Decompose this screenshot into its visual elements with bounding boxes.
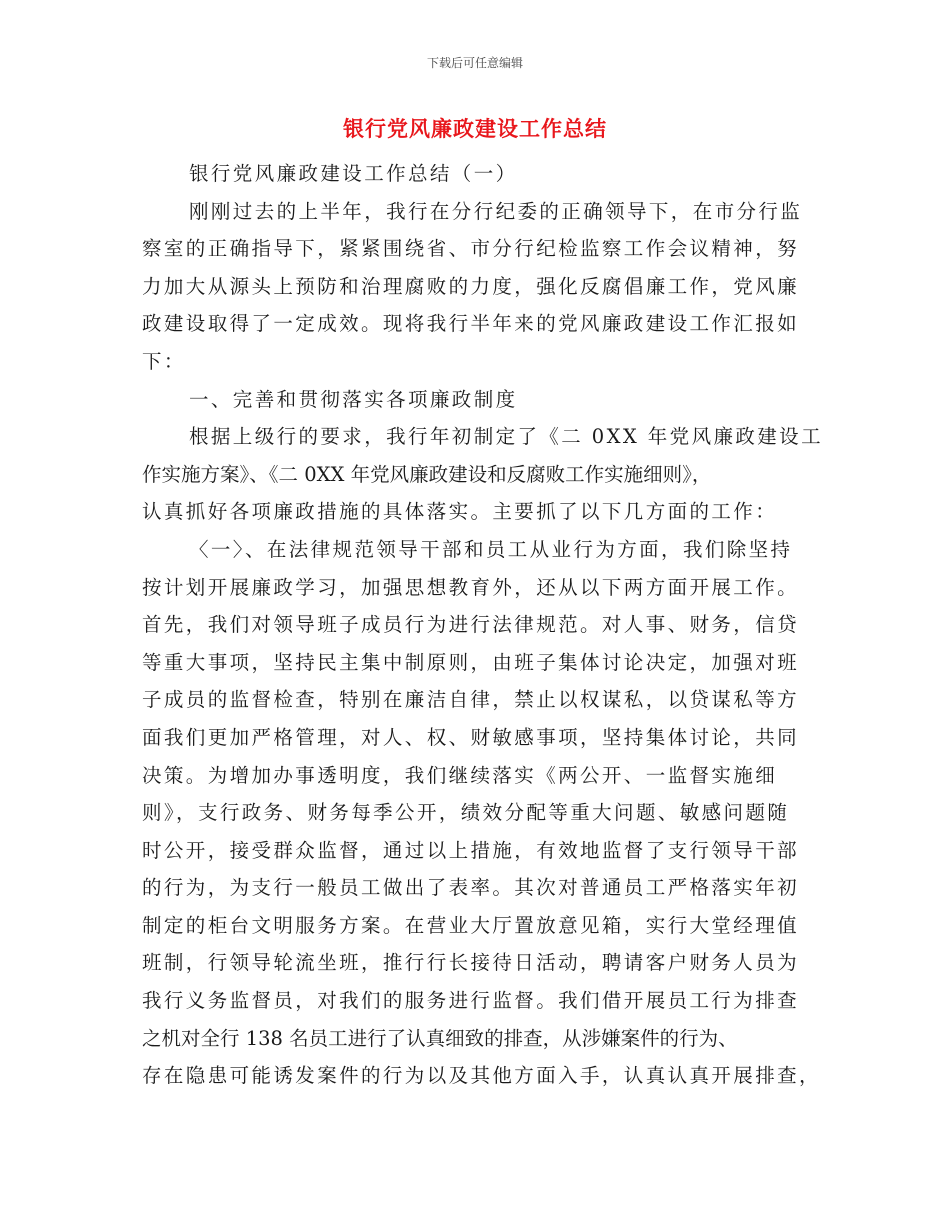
paragraph-line: 根据上级行的要求，我行年初制定了《二 0XX 年党风廉政建设工 <box>189 425 823 449</box>
paragraph-line: 则》，支行政务、财务每季公开，绩效分配等重大问题、敏感问题随 <box>142 801 790 825</box>
paragraph-line: 按计划开展廉政学习，加强思想教育外，还从以下两方面开展工作。 <box>142 575 800 599</box>
paragraph-line: 时公开，接受群众监督，通过以上措施，有效地监督了支行领导干部 <box>142 838 800 862</box>
paragraph-line: 作实施方案》、《二 0XX 年党风廉政建设和反腐败工作实施细则》， <box>142 462 712 486</box>
paragraph-line: 下： <box>142 349 186 373</box>
paragraph-line: 之机对全行 138 名员工进行了认真细致的排查，从涉嫌案件的行为、 <box>142 1026 738 1050</box>
paragraph-line: 刚刚过去的上半年，我行在分行纪委的正确领导下，在市分行监 <box>189 199 803 223</box>
paragraph-line: 存在隐患可能诱发案件的行为以及其他方面入手，认真认真开展排查， <box>142 1064 821 1088</box>
paragraph-line: 认真抓好各项廉政措施的具体落实。主要抓了以下几方面的工作： <box>142 500 778 524</box>
paragraph-line: 我行义务监督员，对我们的服务进行监督。我们借开展员工行为排查 <box>142 989 800 1013</box>
section-heading: 银行党风廉政建设工作总结（一） <box>189 162 518 185</box>
paragraph-line: 子成员的监督检查，特别在廉洁自律，禁止以权谋私，以贷谋私等方 <box>142 688 800 712</box>
paragraph-line: 力加大从源头上预防和治理腐败的力度，强化反腐倡廉工作，党风廉 <box>142 274 800 298</box>
paragraph-line: 班制，行领导轮流坐班，推行行长接待日活动，聘请客户财务人员为 <box>142 951 800 975</box>
paragraph-line: 决策。为增加办事透明度，我们继续落实《两公开、一监督实施细 <box>142 763 778 787</box>
page-header-note: 下载后可任意编辑 <box>426 56 523 70</box>
section-heading: 一、完善和贯彻落实各项廉政制度 <box>189 387 518 411</box>
paragraph-line: 的行为，为支行一般员工做出了表率。其次对普通员工严格落实年初 <box>142 876 800 900</box>
paragraph-line: 面我们更加严格管理，对人、权、财敏感事项，坚持集体讨论，共同 <box>142 725 800 749</box>
document-title: 银行党风廉政建设工作总结 <box>343 116 607 141</box>
document-body <box>142 155 823 1095</box>
paragraph-line: 政建设取得了一定成效。现将我行半年来的党风廉政建设工作汇报如 <box>142 312 800 336</box>
paragraph-line: 首先，我们对领导班子成员行为进行法律规范。对人事、财务，信贷 <box>142 613 800 637</box>
paragraph-line: 等重大事项，坚持民主集中制原则，由班子集体讨论决定，加强对班 <box>142 650 800 674</box>
paragraph-line: 〈一〉、在法律规范领导干部和员工从业行为方面，我们除坚持 <box>189 537 793 561</box>
paragraph-line: 制定的柜台文明服务方案。在营业大厅置放意见箱，实行大堂经理值 <box>142 913 800 937</box>
paragraph-line: 察室的正确指导下，紧紧围绕省、市分行纪检监察工作会议精神，努 <box>142 237 800 261</box>
